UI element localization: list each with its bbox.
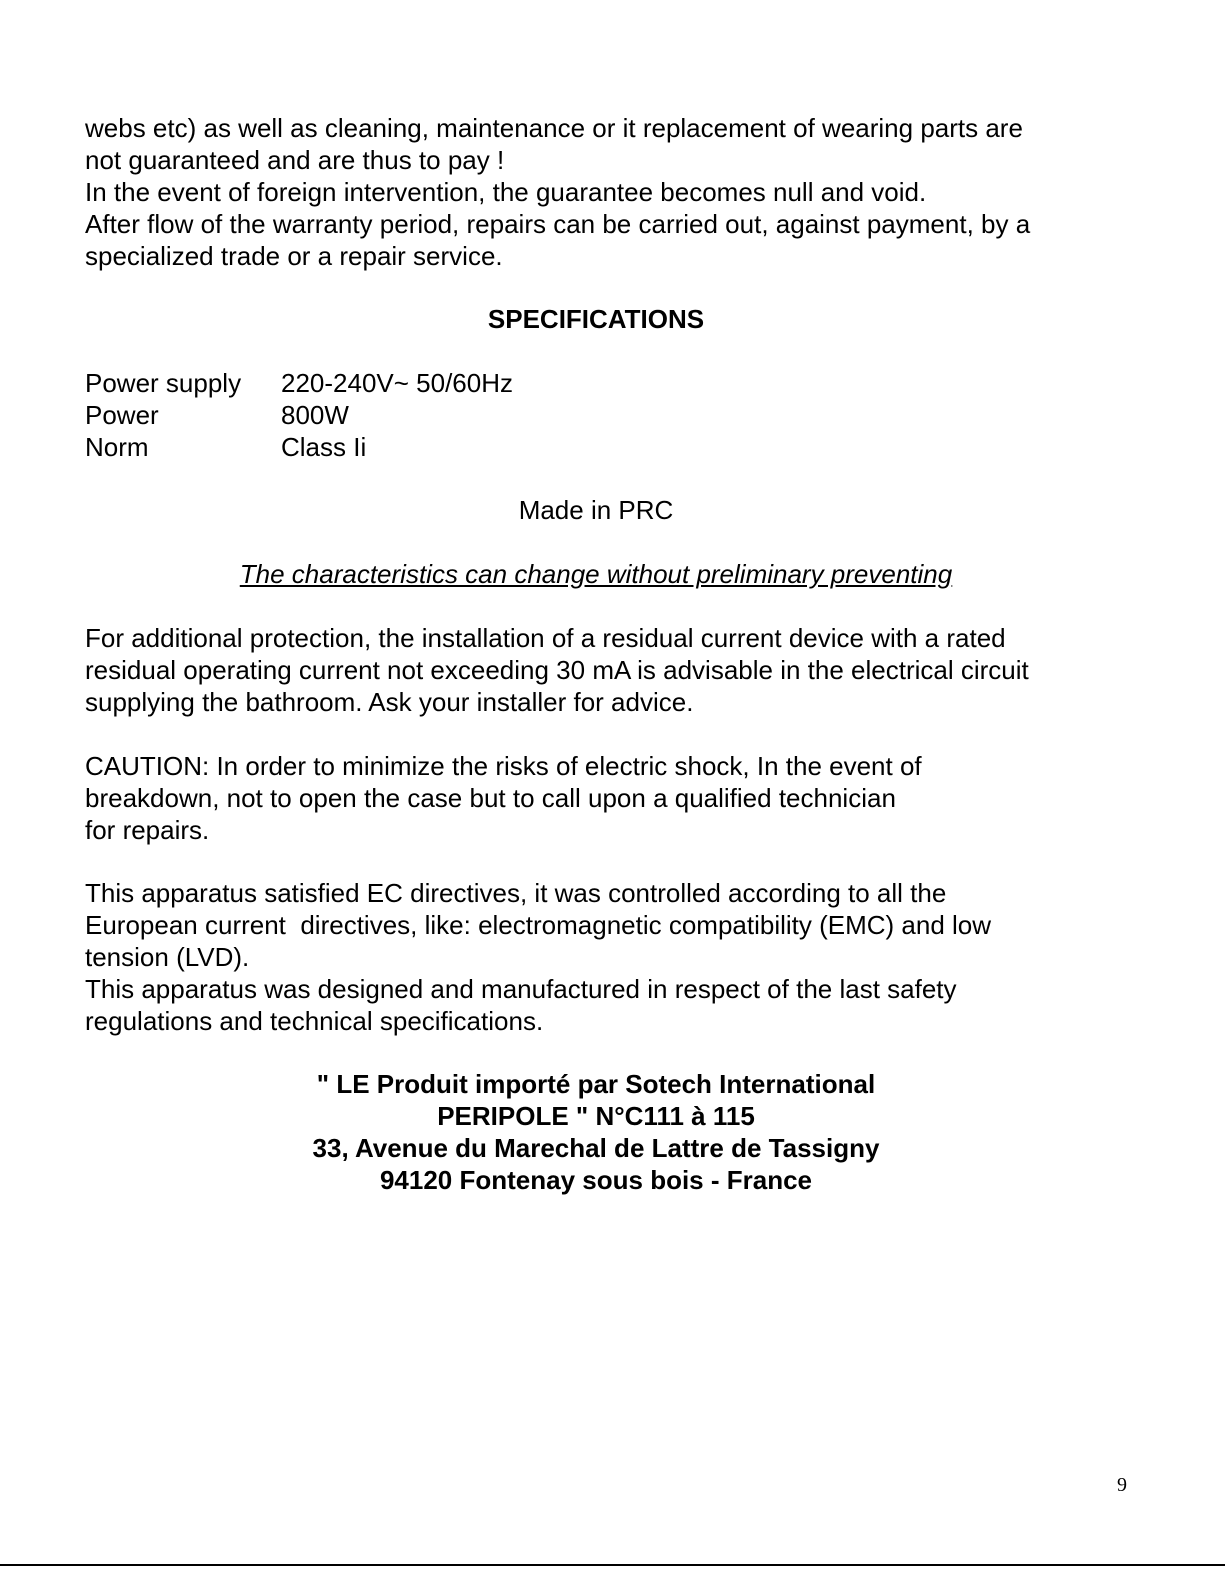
caution-line: CAUTION: In order to minimize the risks of electric shock, In the event of xyxy=(85,751,922,781)
spec-value: Class Ii xyxy=(281,432,367,462)
spec-label: Power xyxy=(85,400,159,430)
compliance-paragraph xyxy=(85,877,1145,1037)
spec-label: Norm xyxy=(85,432,149,462)
caution-line: breakdown, not to open the case but to call upon a qualified technician xyxy=(85,783,896,813)
importer-line: 33, Avenue du Marechal de Lattre de Tassigny xyxy=(312,1133,880,1163)
spec-label: Power supply xyxy=(85,368,242,398)
spec-row xyxy=(85,431,513,463)
caution-paragraph xyxy=(85,750,1145,846)
importer-line: " LE Produit importé par Sotech International xyxy=(316,1069,876,1099)
page-number: 9 xyxy=(1117,1474,1127,1496)
caution-line: for repairs. xyxy=(85,815,210,845)
warranty-line: webs etc) as well as cleaning, maintenance or it replacement of wearing parts are xyxy=(85,113,1023,143)
warranty-line: not guaranteed and are thus to pay ! xyxy=(85,145,505,175)
specifications-heading: SPECIFICATIONS xyxy=(487,304,705,334)
specifications-table xyxy=(85,367,513,463)
protection-line: residual operating current not exceeding 30 mA is advisable in the electrical circuit xyxy=(85,655,1029,685)
warranty-paragraph xyxy=(85,112,1145,272)
page-bottom-rule xyxy=(0,1564,1225,1566)
importer-line: 94120 Fontenay sous bois - France xyxy=(379,1165,813,1195)
compliance-line: European current directives, like: electromagnetic compatibility (EMC) and low xyxy=(85,910,992,940)
compliance-line: tension (LVD). xyxy=(85,942,250,972)
characteristics-notice xyxy=(85,558,1107,590)
warranty-line: specialized trade or a repair service. xyxy=(85,241,503,271)
spec-value: 220-240V~ 50/60Hz xyxy=(281,368,514,398)
importer-address xyxy=(85,1068,1107,1196)
protection-line: For additional protection, the installation of a residual current device with a rated xyxy=(85,623,1006,653)
compliance-line: This apparatus was designed and manufactured in respect of the last safety xyxy=(85,974,957,1004)
spec-value: 800W xyxy=(281,400,349,430)
warranty-line: After flow of the warranty period, repairs can be carried out, against payment, by a xyxy=(85,209,1031,239)
origin-text: Made in PRC xyxy=(518,495,674,525)
warranty-line: In the event of foreign intervention, the guarantee becomes null and void. xyxy=(85,177,927,207)
compliance-line: regulations and technical specifications. xyxy=(85,1006,544,1036)
protection-paragraph xyxy=(85,622,1145,718)
spec-row xyxy=(85,367,513,399)
compliance-line: This apparatus satisfied EC directives, it was controlled according to all the xyxy=(85,878,947,908)
importer-line: PERIPOLE " N°C111 à 115 xyxy=(437,1101,755,1131)
spec-row xyxy=(85,399,513,431)
characteristics-notice-text: The characteristics can change without preliminary preventing xyxy=(239,559,953,589)
protection-line: supplying the bathroom. Ask your installer for advice. xyxy=(85,687,694,717)
